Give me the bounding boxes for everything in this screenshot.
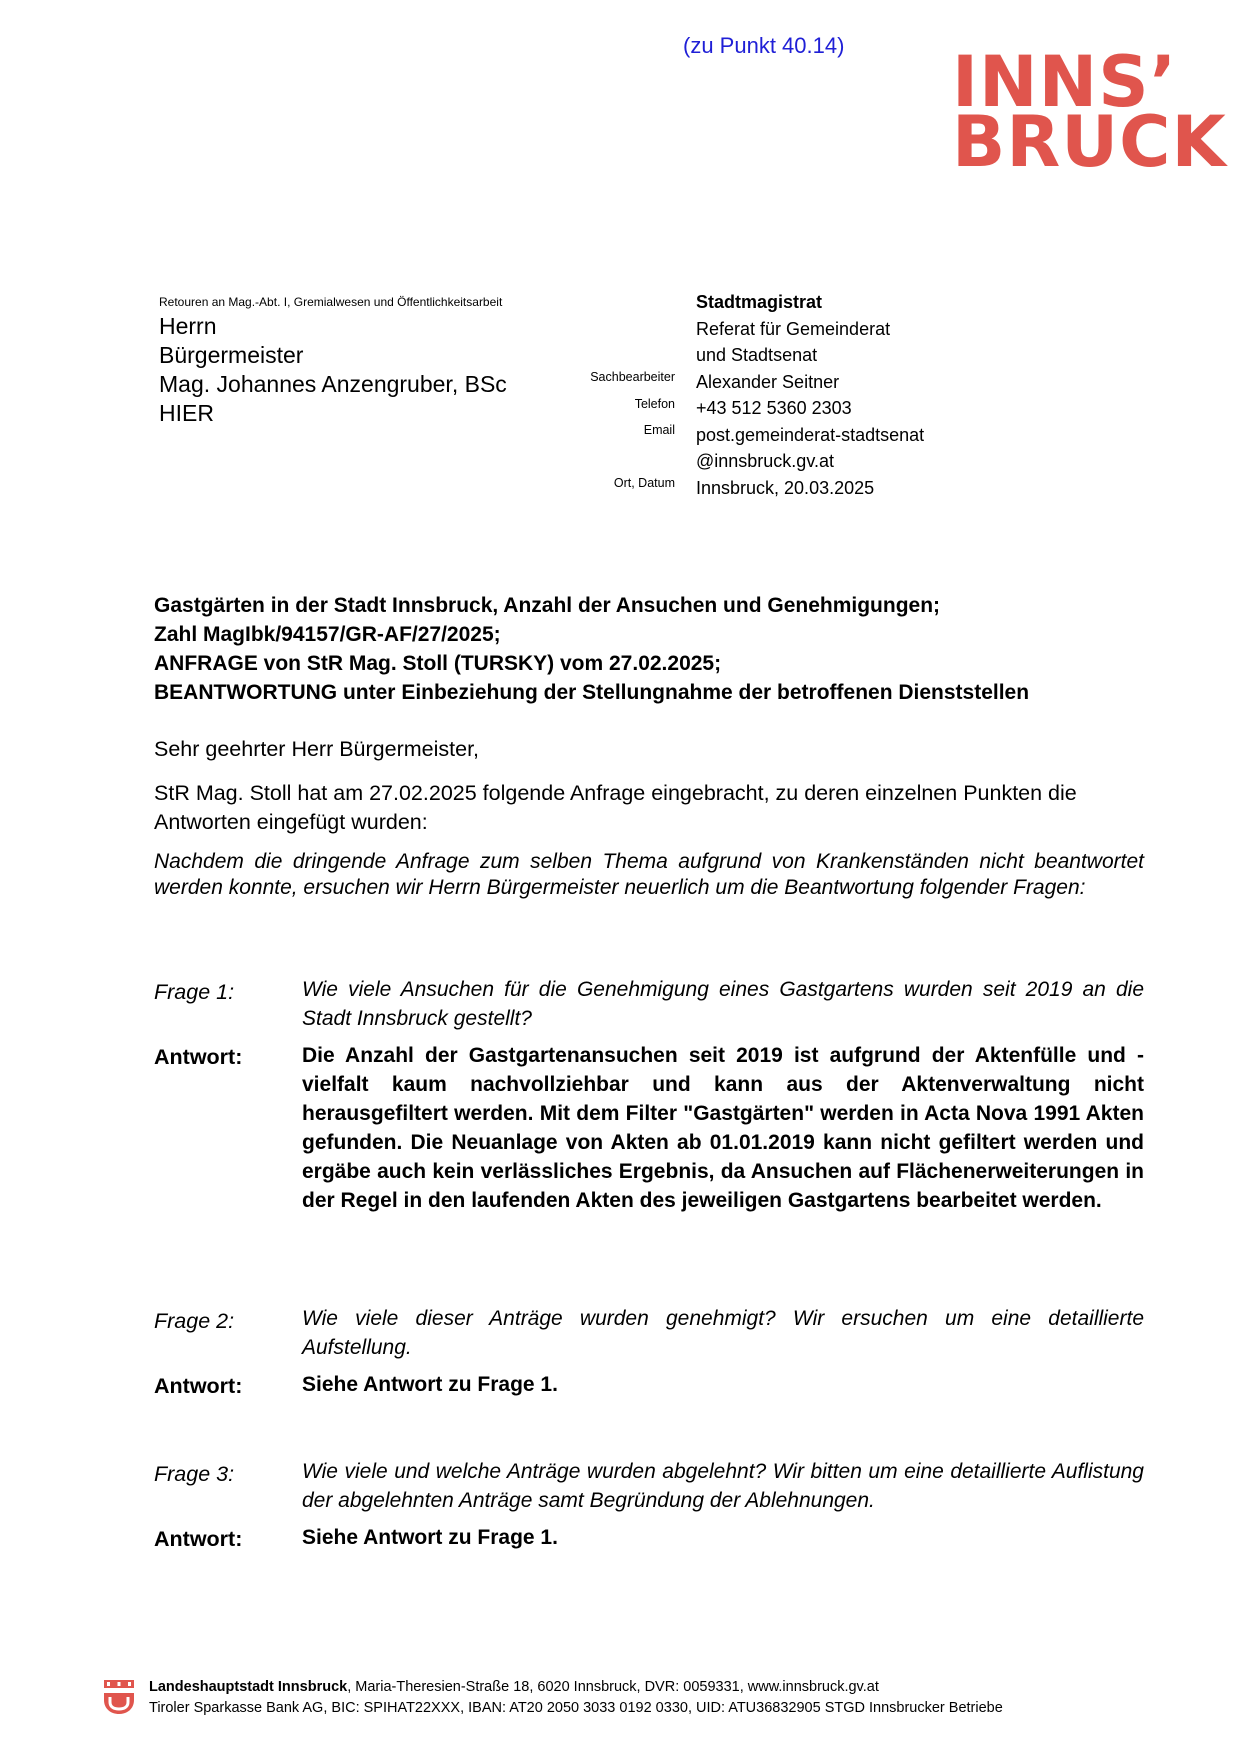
logo-line-1: INNS’ bbox=[952, 41, 1178, 123]
footer-org-name: Landeshauptstadt Innsbruck bbox=[149, 1679, 348, 1695]
intro-paragraph: StR Mag. Stoll hat am 27.02.2025 folgende Anfrage eingebracht, zu deren einzelnen Punkten die Antworten eingefügt wurden: bbox=[154, 781, 1077, 834]
division-line: und Stadtsenat bbox=[696, 345, 818, 365]
footer-line-2: Tiroler Sparkasse Bank AG, BIC: SPIHAT22XXX, IBAN: AT20 2050 3033 0192 0330, UID: ATU36832905 STGD Innsbrucker Betriebe bbox=[149, 1700, 1003, 1716]
recipient-line: HIER bbox=[159, 400, 214, 426]
answer-label: Antwort: bbox=[154, 1374, 243, 1398]
logo-line-2: BRUCK bbox=[952, 101, 1227, 183]
return-address-line: Retouren an Mag.-Abt. I, Gremialwesen und Öffentlichkeitsarbeit bbox=[159, 295, 503, 309]
question-text: Wie viele Ansuchen für die Genehmigung eines Gastgartens wurden seit 2019 an die Stadt Innsbruck gestellt? bbox=[302, 978, 1144, 1030]
question-text: Wie viele und welche Anträge wurden abgelehnt? Wir bitten um eine detaillierte Auflistung der abgelehnten Anträge samt Begründung der Ablehnungen. bbox=[302, 1460, 1144, 1512]
department-name: Stadtmagistrat bbox=[696, 292, 823, 312]
question-text: Wie viele dieser Anträge wurden genehmigt? Wir ersuchen um eine detaillierte Aufstellung. bbox=[302, 1307, 1144, 1359]
email-label: Email bbox=[643, 423, 675, 437]
innsbruck-logo bbox=[952, 41, 1227, 183]
item-reference: (zu Punkt 40.14) bbox=[683, 33, 845, 58]
question-label: Frage 1: bbox=[154, 980, 235, 1004]
sender-info bbox=[696, 289, 924, 501]
answer-text: Siehe Antwort zu Frage 1. bbox=[302, 1526, 558, 1549]
subject-line: Zahl MagIbk/94157/GR-AF/27/2025; bbox=[154, 623, 501, 646]
recipient-line: Herrn bbox=[159, 313, 217, 339]
question-label: Frage 2: bbox=[154, 1309, 235, 1333]
place-date-label: Ort, Datum bbox=[613, 476, 675, 490]
recipient-address bbox=[159, 312, 507, 428]
clerk-name: Alexander Seitner bbox=[696, 371, 840, 392]
question-label: Frage 3: bbox=[154, 1462, 235, 1486]
subject-line: BEANTWORTUNG unter Einbeziehung der Stellungnahme der betroffenen Dienststellen bbox=[154, 681, 1030, 704]
phone-number: +43 512 5360 2303 bbox=[696, 398, 852, 418]
subject-line: ANFRAGE von StR Mag. Stoll (TURSKY) vom 27.02.2025; bbox=[154, 652, 722, 675]
subject-line: Gastgärten in der Stadt Innsbruck, Anzahl der Ansuchen und Genehmigungen; bbox=[154, 594, 941, 617]
email-address: post.gemeinderat-stadtsenat bbox=[696, 424, 925, 445]
answer-text: Die Anzahl der Gastgartenansuchen seit 2019 ist aufgrund der Aktenfülle und -vielfalt kaum nachvollziehbar und kann aus der Aktenverwaltung nicht herausgefiltert werden. Mit dem Filter "Gastgärten" werden in Acta Nova 1991 Akten gefunden. Die Neuanlage von Akten ab 01.01.2019 kann nicht gefiltert werden und ergäbe auch kein verlässliches Ergebnis, da Ansuchen auf Flächenerweiterungen in der Regel in den laufenden Akten des jeweiligen Gastgartens bearbeitet werden. bbox=[302, 1044, 1144, 1212]
subject-block bbox=[154, 591, 1029, 707]
email-address: @innsbruck.gv.at bbox=[696, 451, 834, 471]
city-crest-icon bbox=[104, 1680, 134, 1714]
answer-label: Antwort: bbox=[154, 1045, 243, 1069]
footer-line-1 bbox=[149, 1677, 1003, 1698]
salutation: Sehr geehrter Herr Bürgermeister, bbox=[154, 737, 480, 761]
division-line: Referat für Gemeinderat bbox=[696, 318, 891, 339]
answer-label: Antwort: bbox=[154, 1527, 243, 1551]
request-paragraph: Nachdem die dringende Anfrage zum selben Thema aufgrund von Krankenständen nicht beantwortet werden konnte, ersuchen wir Herrn Bürgermeister neuerlich um die Beantwortung folgender Fragen: bbox=[154, 850, 1144, 899]
footer-address: , Maria-Theresien-Straße 18, 6020 Innsbruck, DVR: 0059331, www.innsbruck.gv.at bbox=[347, 1679, 879, 1695]
place-date: Innsbruck, 20.03.2025 bbox=[696, 477, 875, 498]
footer bbox=[149, 1677, 1003, 1719]
phone-label: Telefon bbox=[634, 397, 675, 411]
recipient-line: Bürgermeister bbox=[159, 342, 304, 368]
recipient-line: Mag. Johannes Anzengruber, BSc bbox=[159, 371, 507, 397]
clerk-label: Sachbearbeiter bbox=[590, 370, 675, 384]
answer-text: Siehe Antwort zu Frage 1. bbox=[302, 1373, 558, 1396]
